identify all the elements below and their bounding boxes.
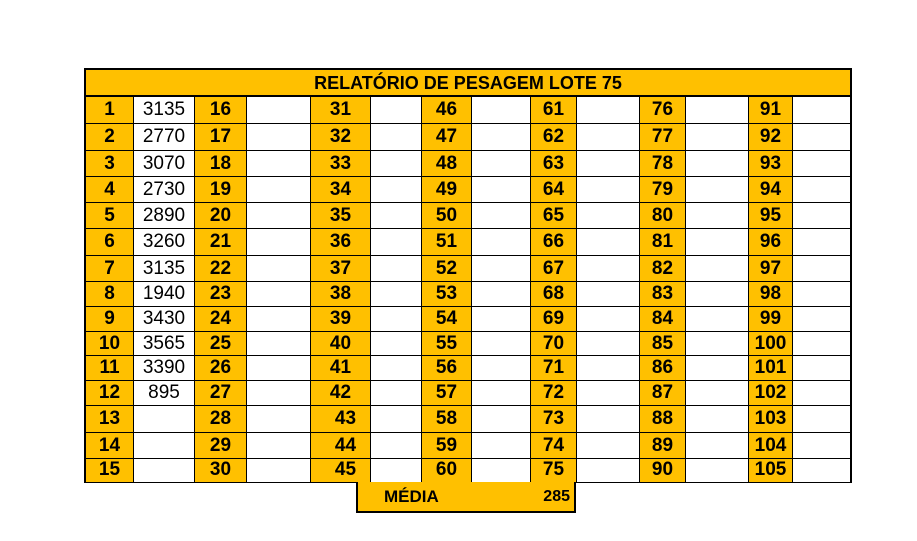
weight-value-cell <box>247 307 311 332</box>
lot-number-cell: 68 <box>531 282 577 307</box>
weight-value-cell: 2730 <box>134 177 195 203</box>
lot-number-cell: 48 <box>422 151 472 177</box>
weight-value-cell <box>371 177 422 203</box>
weight-value-cell <box>577 433 640 459</box>
lot-number-cell: 13 <box>86 406 134 433</box>
weight-value-cell <box>247 381 311 406</box>
lot-number-cell: 32 <box>311 124 371 151</box>
weight-value-cell <box>371 381 422 406</box>
weight-value-cell: 2890 <box>134 203 195 229</box>
weight-value-cell <box>472 97 531 124</box>
lot-number-cell: 84 <box>640 307 686 332</box>
weight-value-cell <box>686 459 749 482</box>
lot-number-cell: 70 <box>531 332 577 356</box>
weight-value-cell <box>371 282 422 307</box>
lot-number-cell: 28 <box>195 406 247 433</box>
weight-value-cell <box>371 97 422 124</box>
lot-number-cell: 38 <box>311 282 371 307</box>
weight-value-cell <box>247 229 311 256</box>
weight-value-cell <box>472 229 531 256</box>
weight-value-cell <box>686 307 749 332</box>
weight-value-cell <box>686 356 749 381</box>
lot-number-cell: 12 <box>86 381 134 406</box>
lot-number-cell: 1 <box>86 97 134 124</box>
weight-value-cell <box>577 332 640 356</box>
lot-number-cell: 82 <box>640 256 686 282</box>
weight-value-cell <box>577 282 640 307</box>
weight-value-cell <box>577 307 640 332</box>
weight-value-cell: 3070 <box>134 151 195 177</box>
lot-number-cell: 16 <box>195 97 247 124</box>
lot-number-cell: 92 <box>749 124 793 151</box>
lot-number-cell: 86 <box>640 356 686 381</box>
weight-value-cell <box>686 433 749 459</box>
lot-number-cell: 3 <box>86 151 134 177</box>
weight-value-cell <box>472 203 531 229</box>
lot-number-cell: 62 <box>531 124 577 151</box>
lot-number-cell: 90 <box>640 459 686 482</box>
weight-value-cell <box>247 459 311 482</box>
weight-value-cell <box>686 124 749 151</box>
weight-value-cell <box>371 124 422 151</box>
weight-value-cell <box>472 124 531 151</box>
weight-value-cell <box>247 97 311 124</box>
weight-value-cell <box>793 459 850 482</box>
lot-number-cell: 39 <box>311 307 371 332</box>
weight-value-cell <box>371 229 422 256</box>
weight-value-cell <box>134 459 195 482</box>
weight-value-cell <box>247 282 311 307</box>
lot-number-cell: 19 <box>195 177 247 203</box>
weight-value-cell <box>686 177 749 203</box>
weight-value-cell <box>472 406 531 433</box>
lot-number-cell: 61 <box>531 97 577 124</box>
lot-number-cell: 40 <box>311 332 371 356</box>
lot-number-cell: 53 <box>422 282 472 307</box>
lot-number-cell: 14 <box>86 433 134 459</box>
lot-number-cell: 5 <box>86 203 134 229</box>
weight-value-cell <box>577 256 640 282</box>
weight-value-cell <box>247 203 311 229</box>
lot-number-cell: 69 <box>531 307 577 332</box>
weight-value-cell: 1940 <box>134 282 195 307</box>
weight-value-cell <box>793 97 850 124</box>
lot-number-cell: 6 <box>86 229 134 256</box>
weight-value-cell <box>472 356 531 381</box>
weight-value-cell <box>472 459 531 482</box>
weight-value-cell <box>577 356 640 381</box>
average-label: MÉDIA <box>384 487 439 506</box>
lot-number-cell: 41 <box>311 356 371 381</box>
weight-value-cell <box>793 256 850 282</box>
weight-value-cell <box>247 332 311 356</box>
lot-number-cell: 91 <box>749 97 793 124</box>
weight-value-cell <box>686 256 749 282</box>
lot-number-cell: 52 <box>422 256 472 282</box>
weight-value-cell <box>793 381 850 406</box>
lot-number-cell: 95 <box>749 203 793 229</box>
weight-value-cell <box>577 229 640 256</box>
lot-number-cell: 77 <box>640 124 686 151</box>
weight-value-cell <box>371 307 422 332</box>
weight-value-cell <box>577 151 640 177</box>
weight-value-cell <box>793 229 850 256</box>
weight-value-cell <box>686 97 749 124</box>
weight-value-cell <box>247 256 311 282</box>
lot-number-cell: 72 <box>531 381 577 406</box>
lot-number-cell: 8 <box>86 282 134 307</box>
weight-value-cell <box>686 381 749 406</box>
lot-number-cell: 79 <box>640 177 686 203</box>
lot-number-cell: 10 <box>86 332 134 356</box>
weight-value-cell <box>472 307 531 332</box>
weight-value-cell <box>793 203 850 229</box>
lot-number-cell: 47 <box>422 124 472 151</box>
lot-number-cell: 46 <box>422 97 472 124</box>
weight-value-cell <box>686 203 749 229</box>
weight-value-cell <box>472 256 531 282</box>
weight-value-cell <box>793 356 850 381</box>
lot-number-cell: 100 <box>749 332 793 356</box>
weight-value-cell <box>472 381 531 406</box>
lot-number-cell: 85 <box>640 332 686 356</box>
weight-value-cell <box>134 433 195 459</box>
lot-number-cell: 37 <box>311 256 371 282</box>
lot-number-cell: 17 <box>195 124 247 151</box>
lot-number-cell: 43 <box>311 406 371 433</box>
lot-number-cell: 101 <box>749 356 793 381</box>
average-value: 285 <box>543 488 570 505</box>
lot-number-cell: 54 <box>422 307 472 332</box>
weight-value-cell <box>371 203 422 229</box>
lot-number-cell: 42 <box>311 381 371 406</box>
lot-number-cell: 57 <box>422 381 472 406</box>
lot-number-cell: 2 <box>86 124 134 151</box>
weight-value-cell <box>371 256 422 282</box>
lot-number-cell: 4 <box>86 177 134 203</box>
lot-number-cell: 96 <box>749 229 793 256</box>
lot-number-cell: 34 <box>311 177 371 203</box>
weight-value-cell <box>247 406 311 433</box>
weight-value-cell: 3135 <box>134 256 195 282</box>
lot-number-cell: 63 <box>531 151 577 177</box>
lot-number-cell: 15 <box>86 459 134 482</box>
weight-value-cell <box>793 406 850 433</box>
lot-number-cell: 81 <box>640 229 686 256</box>
weight-value-cell <box>577 203 640 229</box>
lot-number-cell: 102 <box>749 381 793 406</box>
lot-number-cell: 27 <box>195 381 247 406</box>
weight-value-cell <box>577 177 640 203</box>
lot-number-cell: 89 <box>640 433 686 459</box>
average-box <box>356 482 576 513</box>
lot-number-cell: 88 <box>640 406 686 433</box>
lot-number-cell: 22 <box>195 256 247 282</box>
lot-number-cell: 35 <box>311 203 371 229</box>
weight-value-cell <box>577 406 640 433</box>
lot-number-cell: 50 <box>422 203 472 229</box>
lot-number-cell: 21 <box>195 229 247 256</box>
lot-number-cell: 33 <box>311 151 371 177</box>
lot-number-cell: 44 <box>311 433 371 459</box>
lot-number-cell: 59 <box>422 433 472 459</box>
weight-value-cell <box>247 356 311 381</box>
lot-number-cell: 93 <box>749 151 793 177</box>
lot-number-cell: 26 <box>195 356 247 381</box>
weight-value-cell <box>686 151 749 177</box>
weight-value-cell <box>577 381 640 406</box>
lot-number-cell: 98 <box>749 282 793 307</box>
weight-value-cell <box>793 151 850 177</box>
weight-value-cell <box>472 151 531 177</box>
weight-value-cell <box>793 124 850 151</box>
lot-number-cell: 58 <box>422 406 472 433</box>
weight-value-cell <box>793 332 850 356</box>
report-title: RELATÓRIO DE PESAGEM LOTE 75 <box>86 70 850 97</box>
weight-value-cell <box>247 177 311 203</box>
weight-value-cell <box>577 124 640 151</box>
weight-value-cell: 3260 <box>134 229 195 256</box>
lot-number-cell: 83 <box>640 282 686 307</box>
weight-value-cell <box>686 406 749 433</box>
lot-number-cell: 105 <box>749 459 793 482</box>
weight-value-cell <box>371 406 422 433</box>
weight-value-cell <box>472 177 531 203</box>
lot-number-cell: 64 <box>531 177 577 203</box>
weighing-report-table <box>84 68 852 483</box>
weight-value-cell <box>371 332 422 356</box>
lot-number-cell: 55 <box>422 332 472 356</box>
lot-number-cell: 36 <box>311 229 371 256</box>
weight-value-cell <box>686 332 749 356</box>
lot-number-cell: 11 <box>86 356 134 381</box>
weight-value-cell <box>577 97 640 124</box>
lot-number-cell: 94 <box>749 177 793 203</box>
weight-value-cell <box>793 433 850 459</box>
lot-number-cell: 49 <box>422 177 472 203</box>
weight-value-cell <box>371 151 422 177</box>
weight-value-cell: 895 <box>134 381 195 406</box>
lot-number-cell: 31 <box>311 97 371 124</box>
weight-value-cell <box>686 282 749 307</box>
lot-number-cell: 104 <box>749 433 793 459</box>
weight-value-cell <box>371 356 422 381</box>
weight-value-cell <box>793 282 850 307</box>
weight-value-cell: 3390 <box>134 356 195 381</box>
lot-number-cell: 56 <box>422 356 472 381</box>
lot-number-cell: 45 <box>311 459 371 482</box>
weight-value-cell <box>793 307 850 332</box>
weight-value-cell: 3430 <box>134 307 195 332</box>
weight-value-cell <box>134 406 195 433</box>
lot-number-cell: 76 <box>640 97 686 124</box>
weight-value-cell: 3135 <box>134 97 195 124</box>
lot-number-cell: 29 <box>195 433 247 459</box>
lot-number-cell: 67 <box>531 256 577 282</box>
lot-number-cell: 87 <box>640 381 686 406</box>
weight-value-cell <box>577 459 640 482</box>
lot-number-cell: 71 <box>531 356 577 381</box>
weight-value-cell <box>472 433 531 459</box>
lot-number-cell: 66 <box>531 229 577 256</box>
lot-number-cell: 73 <box>531 406 577 433</box>
weight-value-cell <box>472 282 531 307</box>
lot-number-cell: 9 <box>86 307 134 332</box>
lot-number-cell: 60 <box>422 459 472 482</box>
weight-value-cell <box>793 177 850 203</box>
lot-number-cell: 74 <box>531 433 577 459</box>
weight-value-cell: 3565 <box>134 332 195 356</box>
lot-number-cell: 30 <box>195 459 247 482</box>
lot-number-cell: 23 <box>195 282 247 307</box>
weight-value-cell <box>247 433 311 459</box>
weight-value-cell <box>247 124 311 151</box>
lot-number-cell: 99 <box>749 307 793 332</box>
lot-number-cell: 80 <box>640 203 686 229</box>
lot-number-cell: 78 <box>640 151 686 177</box>
weight-value-cell <box>371 459 422 482</box>
weight-value-cell <box>472 332 531 356</box>
lot-number-cell: 97 <box>749 256 793 282</box>
weight-value-cell <box>247 151 311 177</box>
weight-value-cell <box>371 433 422 459</box>
lot-number-cell: 24 <box>195 307 247 332</box>
lot-number-cell: 75 <box>531 459 577 482</box>
lot-number-cell: 51 <box>422 229 472 256</box>
lot-number-cell: 65 <box>531 203 577 229</box>
weight-value-cell: 2770 <box>134 124 195 151</box>
weight-value-cell <box>686 229 749 256</box>
lot-number-cell: 18 <box>195 151 247 177</box>
lot-number-cell: 20 <box>195 203 247 229</box>
lot-number-cell: 103 <box>749 406 793 433</box>
lot-number-cell: 7 <box>86 256 134 282</box>
lot-number-cell: 25 <box>195 332 247 356</box>
